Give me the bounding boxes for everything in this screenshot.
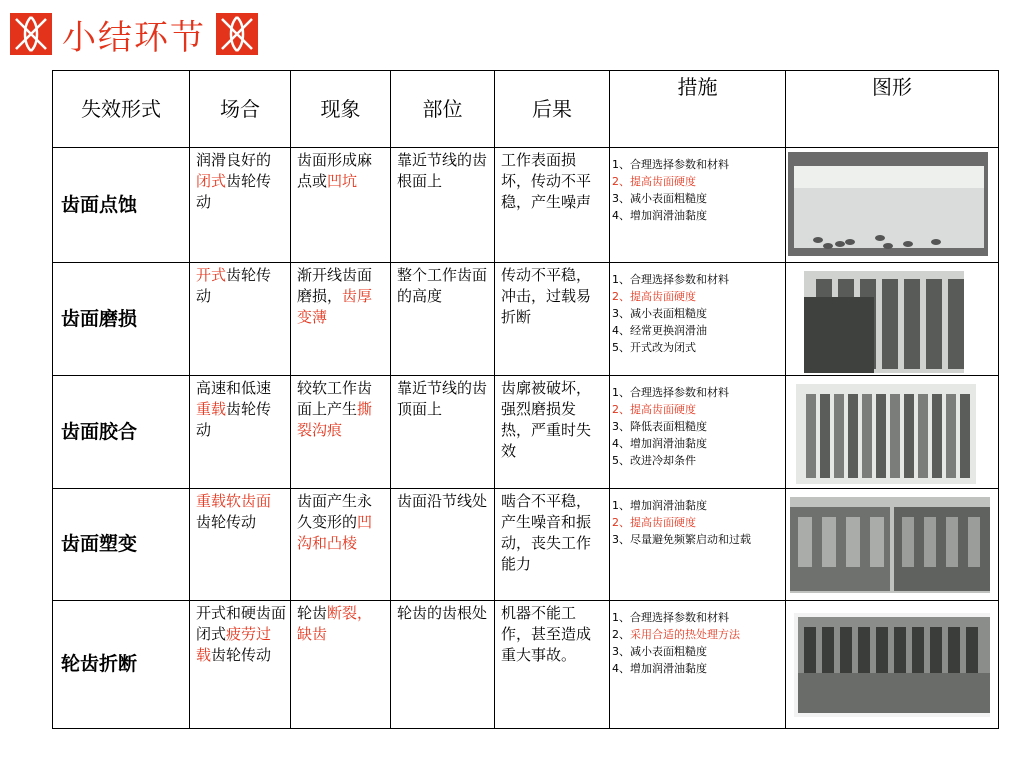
location-cell: 轮齿的齿根处 [391,601,495,729]
phenomenon-cell [291,601,391,729]
rows-1-phenomenon: 齿厚变薄 [297,287,373,326]
consequence-cell: 齿廓被破坏，强烈磨损发热，严重时失效 [495,376,610,489]
rows-4-occasion: 齿轮传动 [211,646,272,664]
rows-3-measures: 2、提高齿面硬度 [612,516,696,529]
rows-0-occasion: 齿轮传动 [196,172,272,211]
rows-1-phenomenon: 渐开线齿面磨损， [297,266,373,305]
occasion-cell [190,489,291,601]
rows-3-phenomenon: 凹沟和凸棱 [297,513,373,552]
figure-cell [786,263,999,376]
table-row [53,148,999,263]
measures-cell [610,263,786,376]
table-row [53,489,999,601]
header-measures: 措施 [610,71,786,148]
rows-4-occasion: 疲劳过载 [196,625,272,664]
phenomenon-cell [291,263,391,376]
measure-item-text: 采用合适的热处理方法 [630,628,740,641]
rows-2-measures: 3、降低表面粗糙度 [612,420,707,433]
figure-cell [786,148,999,263]
rows-0-phenomenon: 凹坑 [327,172,358,190]
rows-1-measures: 3、减小表面粗糙度 [612,307,707,320]
consequence-cell: 机器不能工作，甚至造成重大事故。 [495,601,610,729]
failure-form-cell: 齿面胶合 [53,376,190,489]
header-failure-form: 失效形式 [53,71,190,148]
location-cell: 靠近节线的齿根面上 [391,148,495,263]
measure-item [612,626,785,643]
failure-form-cell: 齿面塑变 [53,489,190,601]
rows-4-occasion: 开式和硬齿面闭式 [196,604,287,643]
rows-0-measures: 2、提高齿面硬度 [612,175,696,188]
rows-1-measures: 5、开式改为闭式 [612,341,696,354]
rows-0-measures: 1、合理选择参数和材料 [612,158,729,171]
measures-cell [610,489,786,601]
ornament-right-icon [216,13,258,55]
rows-0-occasion: 润滑良好的 [196,151,272,169]
consequence-cell: 啮合不平稳，产生噪音和振动，丧失工作能力 [495,489,610,601]
occasion-cell [190,263,291,376]
page-title: 小结环节 [62,17,206,58]
header-figure: 图形 [786,71,999,148]
location-cell: 整个工作齿面的高度 [391,263,495,376]
table-row [53,376,999,489]
occasion-cell [190,376,291,489]
measure-item-number: 2、 [612,628,630,641]
title-bar [10,8,258,60]
rows-1-occasion: 开式 [196,266,227,284]
rows-1-measures: 2、提高齿面硬度 [612,290,696,303]
measures-cell [610,376,786,489]
header-location: 部位 [391,71,495,148]
worn-gear-photo [804,271,964,373]
rows-0-phenomenon: 齿面形成麻点或 [297,151,373,190]
phenomenon-cell [291,376,391,489]
table-row [53,263,999,376]
rows-0-measures: 4、增加润滑油黏度 [612,209,707,222]
header-row [53,71,999,148]
rows-1-occasion: 齿轮传动 [196,266,272,305]
header-occasion: 场合 [190,71,291,148]
rows-2-measures: 4、增加润滑油黏度 [612,437,707,450]
rows-4-phenomenon: 轮齿 [297,604,328,622]
figure-cell [786,489,999,601]
rows-3-occasion: 重载软齿面 [196,492,272,510]
consequence-cell: 传动不平稳，冲击，过载易折断 [495,263,610,376]
location-cell: 齿面沿节线处 [391,489,495,601]
failure-form-cell: 齿面点蚀 [53,148,190,263]
plastic-deformation-gear-photo [790,497,998,593]
ornament-left-icon [10,13,52,55]
rows-3-occasion: 齿轮传动 [196,513,257,531]
phenomenon-cell [291,489,391,601]
rows-0-measures: 3、减小表面粗糙度 [612,192,707,205]
measure-item: 3、减小表面粗糙度 [612,645,707,658]
header-phenomenon: 现象 [291,71,391,148]
rows-0-occasion: 闭式 [196,172,227,190]
header-consequence: 后果 [495,71,610,148]
rows-3-measures: 3、尽量避免频繁启动和过载 [612,533,751,546]
rows-3-phenomenon: 齿面产生永久变形的 [297,492,373,531]
pitted-gear-tooth-photo [788,152,988,256]
phenomenon-cell [291,148,391,263]
rows-2-phenomenon: 较软工作齿面上产生 [297,379,373,418]
figure-cell [786,376,999,489]
failure-form-cell: 齿面磨损 [53,263,190,376]
rows-2-occasion: 高速和低速 [196,379,272,397]
rows-1-measures: 1、合理选择参数和材料 [612,273,729,286]
table-row [53,601,999,729]
rows-2-occasion: 重载 [196,400,227,418]
failure-form-cell: 轮齿折断 [53,601,190,729]
rows-2-occasion: 齿轮传动 [196,400,272,439]
failure-summary-table [52,70,999,729]
rows-2-measures: 2、提高齿面硬度 [612,403,696,416]
rows-4-phenomenon: 断裂，缺齿 [297,604,373,643]
rows-3-measures: 1、增加润滑油黏度 [612,499,707,512]
occasion-cell [190,148,291,263]
rows-1-measures: 4、经常更换润滑油 [612,324,707,337]
broken-tooth-gear-photo [794,613,990,717]
location-cell: 靠近节线的齿顶面上 [391,376,495,489]
rows-2-measures: 1、合理选择参数和材料 [612,386,729,399]
measures-cell [610,601,786,729]
rows-2-measures: 5、改进冷却条件 [612,454,696,467]
measure-item: 1、合理选择参数和材料 [612,611,729,624]
occasion-cell [190,601,291,729]
rows-2-phenomenon: 撕裂沟痕 [297,400,373,439]
measures-cell [610,148,786,263]
measure-item: 4、增加润滑油黏度 [612,662,707,675]
consequence-cell: 工作表面损坏，传动不平稳，产生噪声 [495,148,610,263]
figure-cell [786,601,999,729]
scuffed-gear-photo [796,384,976,484]
